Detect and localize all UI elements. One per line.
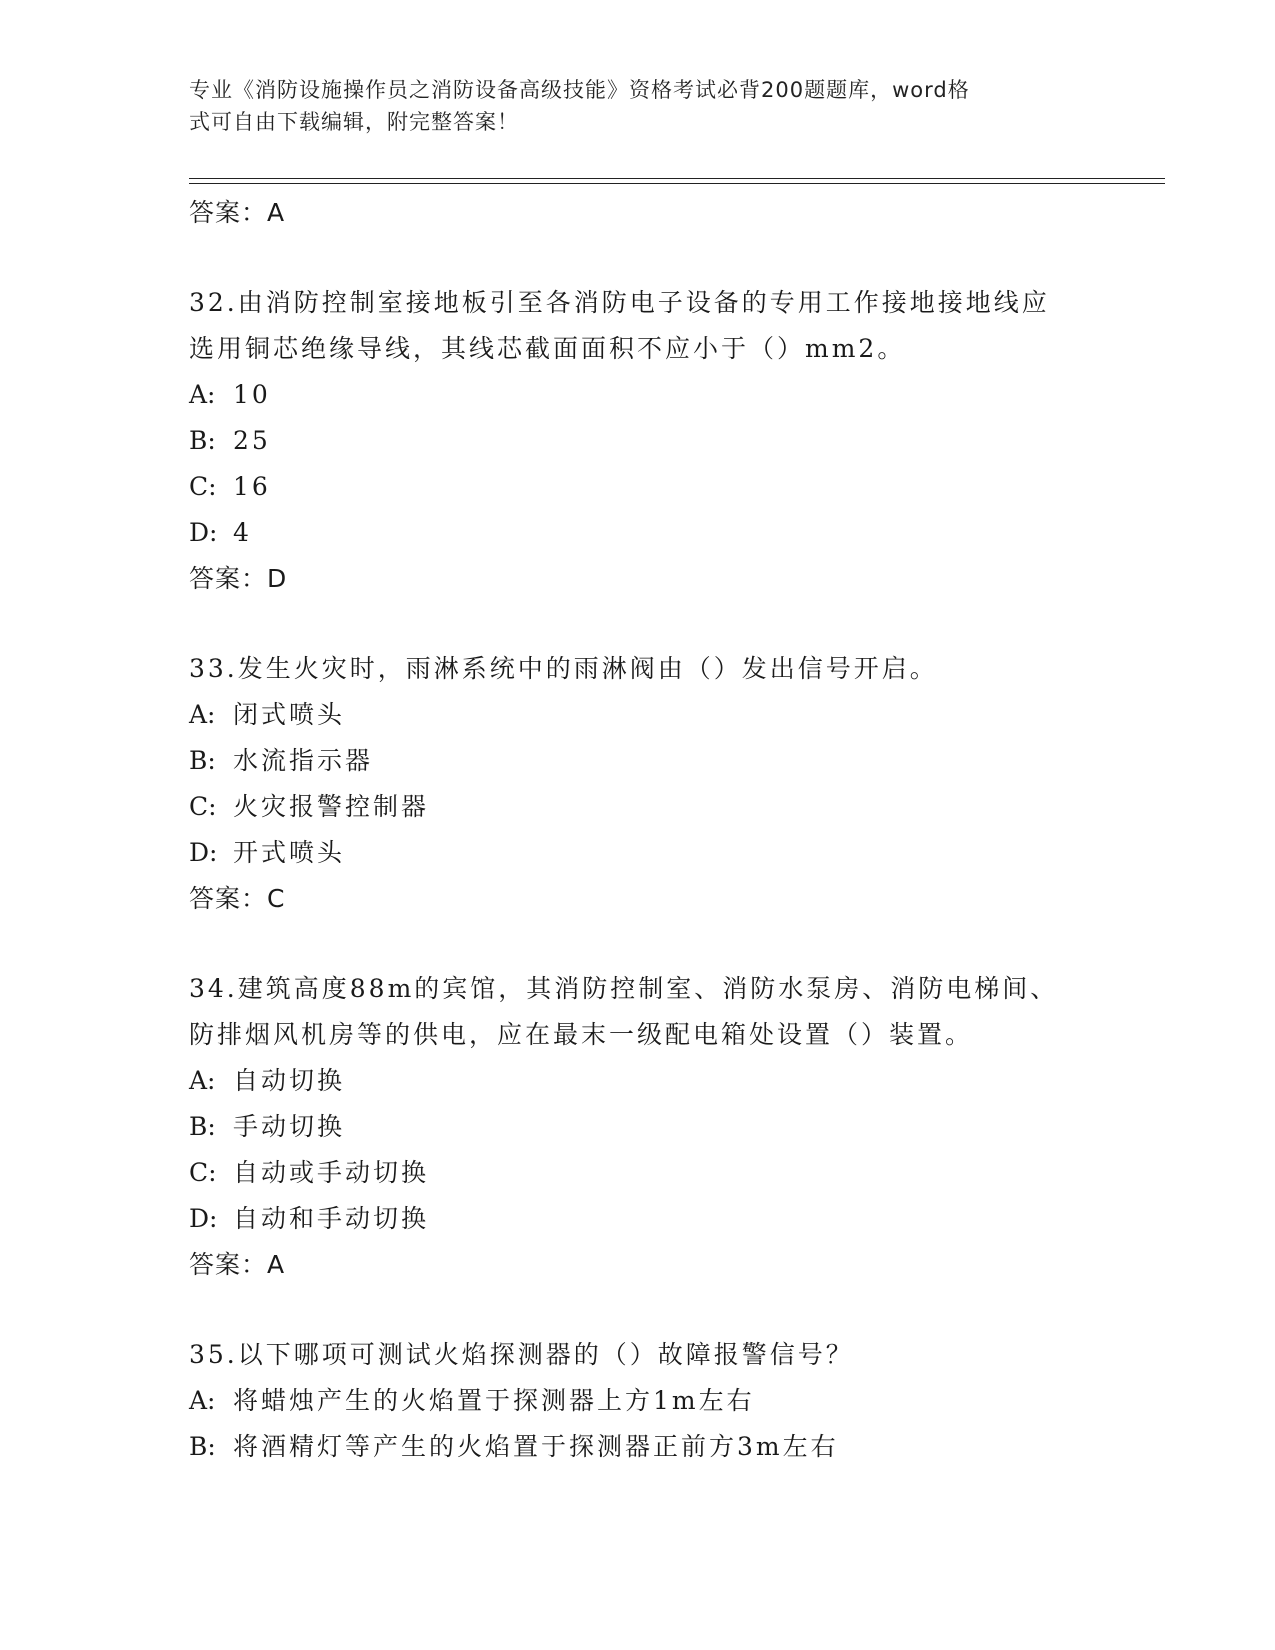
question-line: 32.由消防控制室接地板引至各消防电子设备的专用工作接地接地线应 [189, 288, 1050, 317]
header-rule-top [189, 178, 1165, 179]
option-text: 4 [233, 518, 252, 547]
option-key: B: [189, 1112, 216, 1141]
option-text: 自动或手动切换 [233, 1158, 430, 1187]
option-key: D: [189, 838, 218, 867]
question-line: 33.发生火灾时，雨淋系统中的雨淋阀由（）发出信号开启。 [189, 654, 938, 683]
option-key: B: [189, 746, 216, 775]
option-text: 水流指示器 [233, 746, 374, 775]
option-c [189, 1150, 1149, 1196]
option-a [189, 372, 1149, 418]
option-a [189, 692, 1149, 738]
spacer [189, 922, 1149, 966]
question-item [189, 646, 1149, 922]
option-key: A: [189, 1386, 216, 1415]
option-text: 将蜡烛产生的火焰置于探测器上方1m左右 [233, 1386, 755, 1415]
option-key: B: [189, 1432, 216, 1461]
option-key: D: [189, 1204, 218, 1233]
option-text: 火灾报警控制器 [233, 792, 430, 821]
option-key: A: [189, 1066, 216, 1095]
option-c [189, 784, 1149, 830]
option-key: C: [189, 792, 217, 821]
answer-label: 答案：D [189, 564, 288, 593]
option-c [189, 464, 1149, 510]
spacer [189, 602, 1149, 646]
question-item [189, 966, 1149, 1288]
question-line: 防排烟风机房等的供电，应在最末一级配电箱处设置（）装置。 [189, 1020, 974, 1049]
header-line-1: 专业《消防设施操作员之消防设备高级技能》资格考试必背200题题库，word格 [189, 78, 970, 102]
spacer [189, 236, 1149, 280]
option-d [189, 830, 1149, 876]
option-b [189, 418, 1149, 464]
option-a [189, 1058, 1149, 1104]
option-a [189, 1378, 1149, 1424]
option-text: 25 [233, 426, 271, 455]
question-list [189, 190, 1149, 1470]
answer-label: 答案：A [189, 1250, 286, 1279]
question-item [189, 280, 1149, 602]
option-b [189, 1424, 1149, 1470]
option-text: 10 [233, 380, 271, 409]
question-line: 34.建筑高度88m的宾馆，其消防控制室、消防水泵房、消防电梯间、 [189, 974, 1059, 1003]
question-line: 选用铜芯绝缘导线，其线芯截面面积不应小于（）mm2。 [189, 334, 906, 363]
spacer [189, 1288, 1149, 1332]
option-text: 闭式喷头 [233, 700, 346, 729]
header-line-2: 式可自由下载编辑，附完整答案！ [189, 110, 519, 134]
option-text: 将酒精灯等产生的火焰置于探测器正前方3m左右 [233, 1432, 839, 1461]
option-text: 开式喷头 [233, 838, 346, 867]
option-text: 自动和手动切换 [233, 1204, 430, 1233]
answer-label: 答案：C [189, 884, 286, 913]
option-b [189, 738, 1149, 784]
option-d [189, 1196, 1149, 1242]
option-key: D: [189, 518, 218, 547]
option-text: 16 [233, 472, 271, 501]
option-key: A: [189, 700, 216, 729]
header-rule-bottom [189, 183, 1165, 184]
question-line: 35.以下哪项可测试火焰探测器的（）故障报警信号？ [189, 1340, 854, 1369]
option-text: 自动切换 [233, 1066, 346, 1095]
option-key: B: [189, 426, 216, 455]
option-b [189, 1104, 1149, 1150]
document-header [189, 74, 1089, 138]
option-key: C: [189, 472, 217, 501]
question-item [189, 1332, 1149, 1470]
option-key: A: [189, 380, 216, 409]
option-d [189, 510, 1149, 556]
option-text: 手动切换 [233, 1112, 346, 1141]
answer-label: 答案：A [189, 198, 286, 227]
option-key: C: [189, 1158, 217, 1187]
